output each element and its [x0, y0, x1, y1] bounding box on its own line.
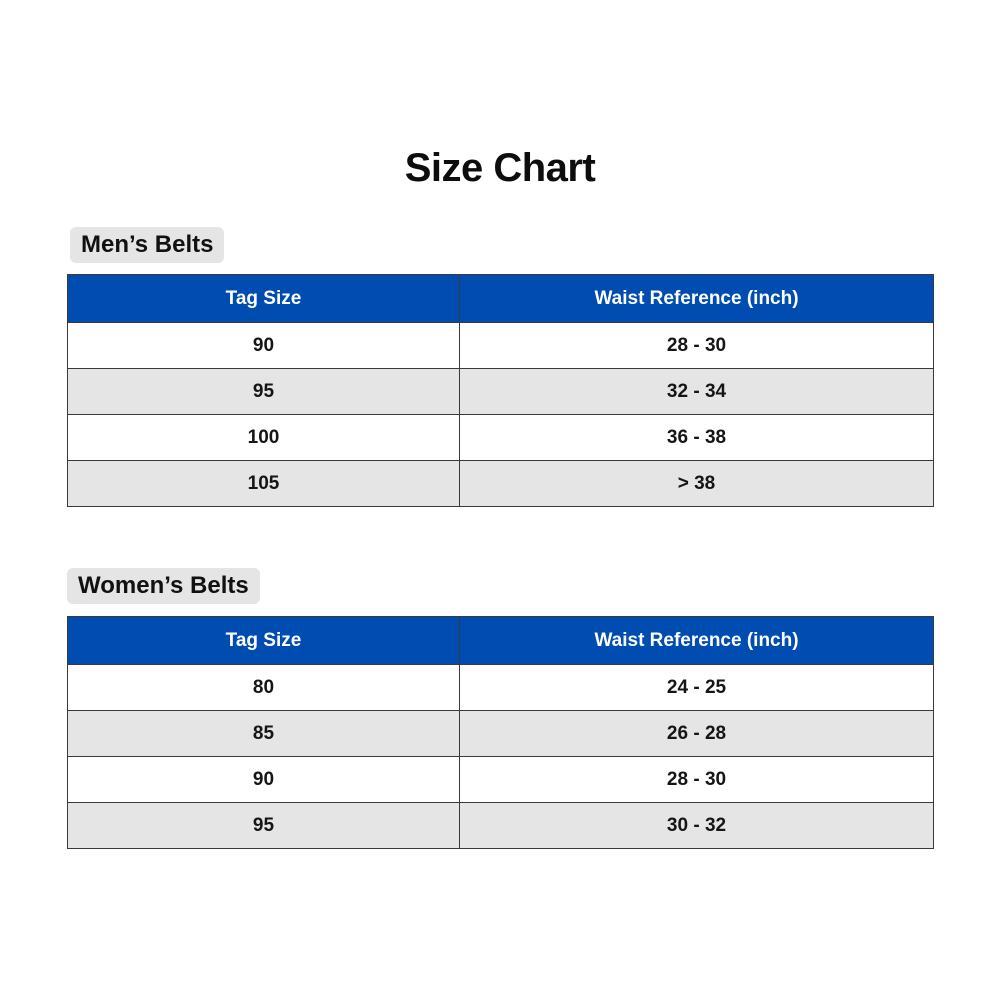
- table-row: [68, 461, 934, 507]
- waist-reference-cell: 30 - 32: [460, 803, 934, 849]
- waist-reference-cell: > 38: [460, 461, 934, 507]
- womens-belts-table: [67, 616, 934, 849]
- tag-size-cell: 90: [68, 757, 460, 803]
- tag-size-cell: 80: [68, 665, 460, 711]
- waist-reference-cell: 28 - 30: [460, 323, 934, 369]
- waist-reference-cell: 26 - 28: [460, 711, 934, 757]
- waist-reference-cell: 28 - 30: [460, 757, 934, 803]
- header-waist-reference: Waist Reference (inch): [460, 617, 934, 665]
- table-row: [68, 711, 934, 757]
- header-waist-reference: Waist Reference (inch): [460, 275, 934, 323]
- table-header-row: [68, 617, 934, 665]
- page-title: Size Chart: [404, 146, 596, 190]
- waist-reference-cell: 32 - 34: [460, 369, 934, 415]
- header-tag-size: Tag Size: [68, 617, 460, 665]
- section-label-womens-belts: Women’s Belts: [67, 568, 260, 604]
- table-row: [68, 415, 934, 461]
- table-row: [68, 323, 934, 369]
- table-row: [68, 757, 934, 803]
- table-header-row: [68, 275, 934, 323]
- tag-size-cell: 95: [68, 803, 460, 849]
- tag-size-cell: 90: [68, 323, 460, 369]
- waist-reference-cell: 36 - 38: [460, 415, 934, 461]
- section-label-mens-belts: Men’s Belts: [70, 227, 224, 263]
- table-row: [68, 369, 934, 415]
- waist-reference-cell: 24 - 25: [460, 665, 934, 711]
- table-row: [68, 665, 934, 711]
- tag-size-cell: 105: [68, 461, 460, 507]
- tag-size-cell: 85: [68, 711, 460, 757]
- mens-belts-table: [67, 274, 934, 507]
- tag-size-cell: 100: [68, 415, 460, 461]
- tag-size-cell: 95: [68, 369, 460, 415]
- header-tag-size: Tag Size: [68, 275, 460, 323]
- table-row: [68, 803, 934, 849]
